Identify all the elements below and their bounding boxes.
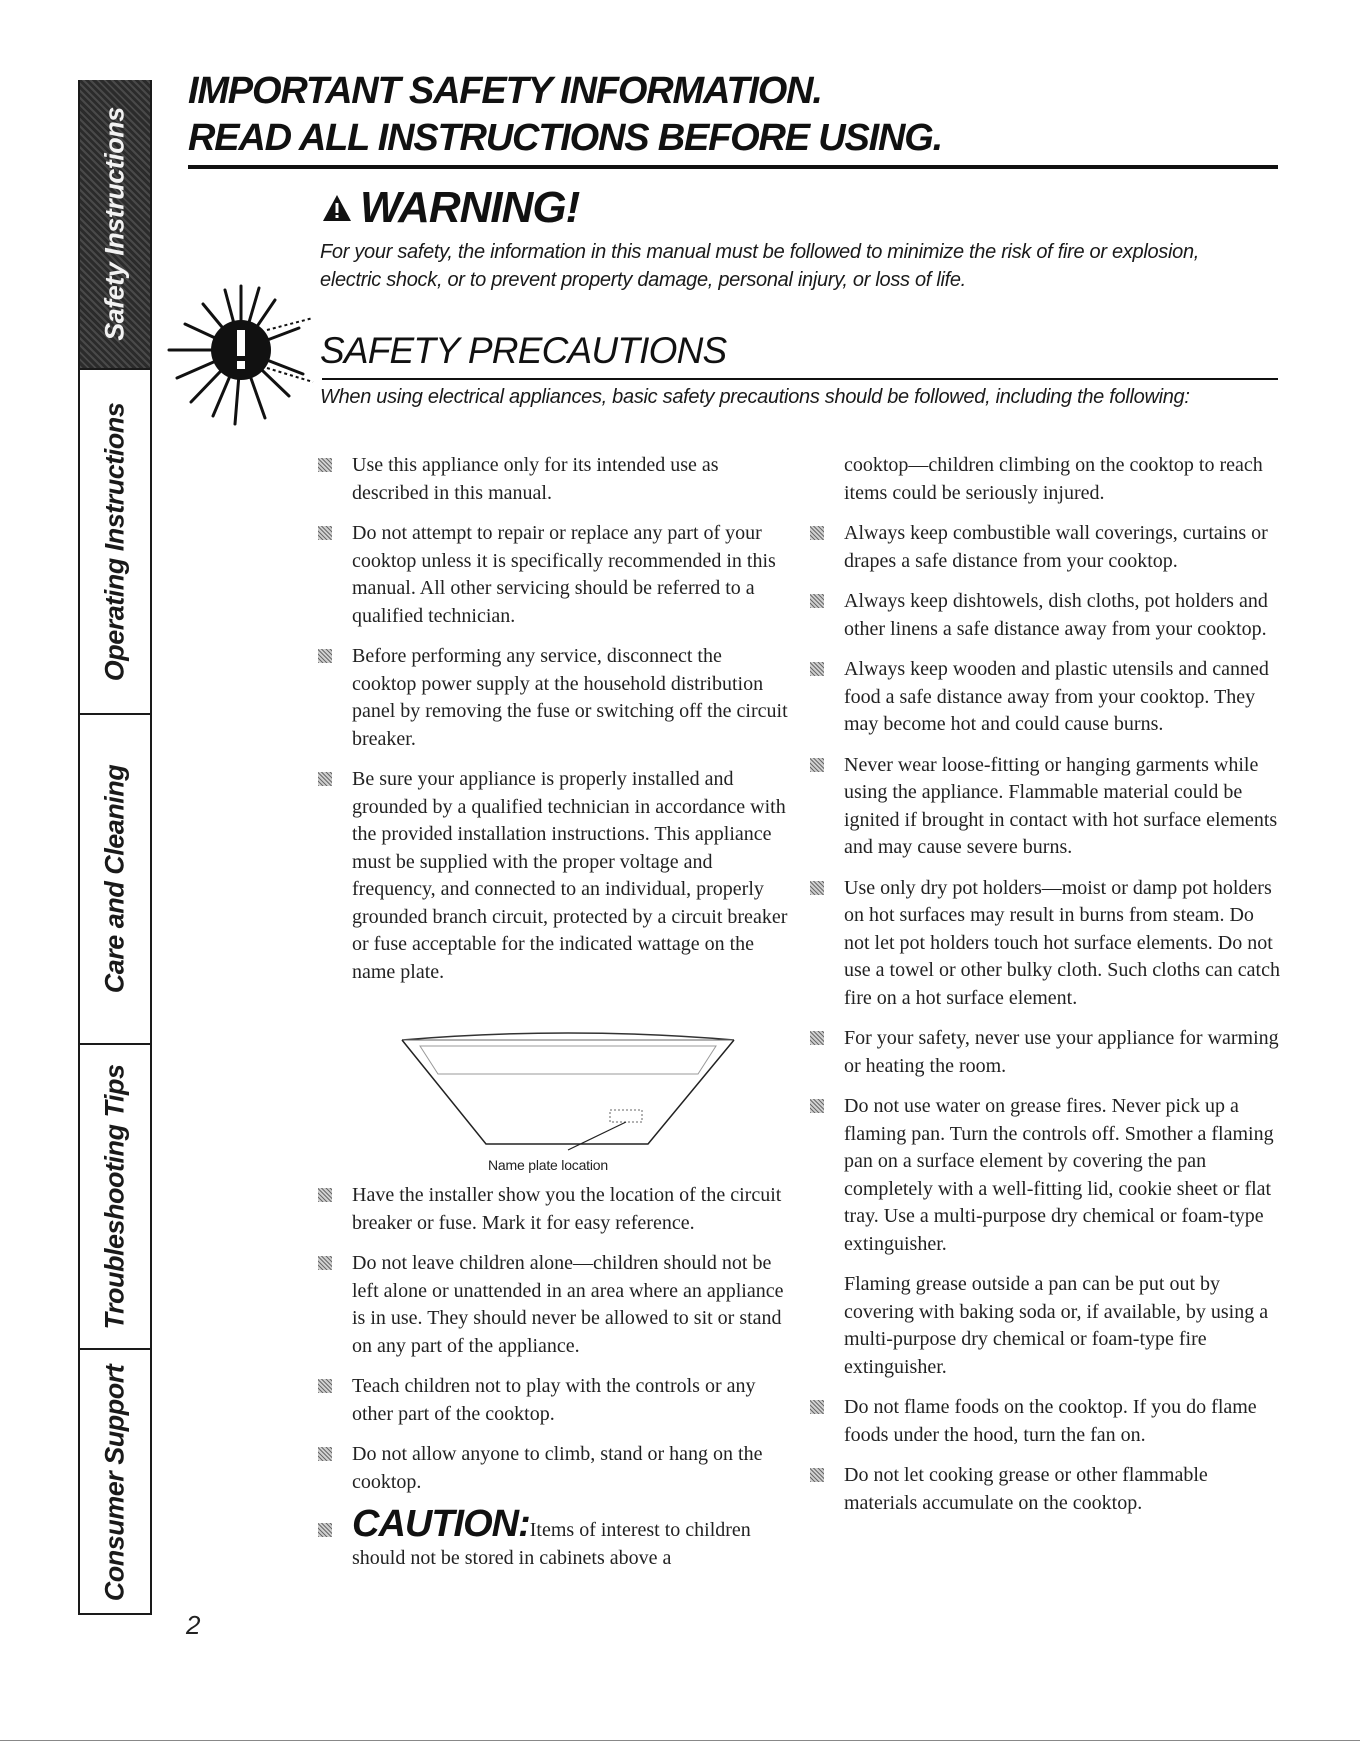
bullet-icon <box>318 526 332 540</box>
list-item-text: Teach children not to play with the controls or any other part of the cooktop. <box>352 1375 756 1425</box>
list-item <box>318 766 788 986</box>
warning-text: For your safety, the information in this manual must be followed to minimize the risk of fire or explosion, electric shock, or to prevent property damage, personal injury, or loss of life. <box>320 241 1200 291</box>
list-item <box>810 1271 1280 1381</box>
list-item <box>810 520 1280 575</box>
caution-label: CAUTION: <box>352 1503 530 1545</box>
list-item <box>318 452 788 507</box>
header-line-1: IMPORTANT SAFETY INFORMATION. <box>188 70 822 112</box>
bullet-icon <box>318 1256 332 1270</box>
safety-precautions-divider <box>322 378 1278 380</box>
list-item <box>810 1394 1280 1449</box>
caution-text: Items of interest to children should not be stored in cabinets above a <box>352 1519 751 1569</box>
side-tab-care-and-cleaning[interactable] <box>80 715 150 1045</box>
list-item-text: Be sure your appliance is properly installed and grounded by a qualified technician in accordance with the provided installation instructions. This appliance must be supplied with the proper voltage and frequency, and connected to an individual, properly grounded branch circuit, protected by a circuit breaker or fuse acceptable for the indicated wattage on the name plate. <box>352 768 788 983</box>
bullet-icon <box>810 1468 824 1482</box>
bullet-icon <box>810 1099 824 1113</box>
side-tab-consumer-support[interactable] <box>80 1350 150 1615</box>
side-tab-label: Operating Instructions <box>99 402 130 681</box>
list-item-text: Do not let cooking grease or other flammable materials accumulate on the cooktop. <box>844 1464 1208 1514</box>
list-item <box>810 656 1280 739</box>
side-tab-safety-instructions[interactable] <box>80 80 150 370</box>
list-item <box>810 752 1280 862</box>
list-item-text: Do not use water on grease fires. Never pick up a flaming pan. Turn the controls off. Smother a flaming pan on a surface element by covering the pan completely with a well-fitting lid, cookie sheet or flat tray. Use a multi-purpose dry chemical or foam-type extinguisher. <box>844 1095 1274 1255</box>
list-item-text: Have the installer show you the location of the circuit breaker or fuse. Mark it for easy reference. <box>352 1184 782 1234</box>
side-tab-label: Consumer Support <box>99 1364 130 1601</box>
safety-burst-icon <box>163 278 338 433</box>
bullet-icon <box>810 881 824 895</box>
side-tab-label: Troubleshooting Tips <box>99 1064 130 1329</box>
side-tab-operating-instructions[interactable] <box>80 370 150 715</box>
bullet-icon <box>810 594 824 608</box>
list-item-text: Always keep combustible wall coverings, curtains or drapes a safe distance from your cooktop. <box>844 522 1268 572</box>
warning-block <box>320 182 1260 294</box>
side-tab-nav <box>78 80 152 1615</box>
bullet-icon <box>318 1523 332 1537</box>
list-item-text: Flaming grease outside a pan can be put out by covering with baking soda or, if available, by using a multi-purpose dry chemical or foam-type fire extinguisher. <box>844 1273 1269 1378</box>
warning-heading <box>320 182 1260 234</box>
list-item-text: Always keep dishtowels, dish cloths, pot holders and other linens a safe distance away from your cooktop. <box>844 590 1268 640</box>
header-divider <box>188 165 1278 169</box>
list-item <box>810 588 1280 643</box>
list-item <box>318 1250 788 1360</box>
caution-content <box>352 1503 788 1572</box>
list-item-text: Use this appliance only for its intended use as described in this manual. <box>352 454 719 504</box>
side-tab-troubleshooting-tips[interactable] <box>80 1045 150 1350</box>
warning-title: WARNING! <box>360 183 580 232</box>
list-item-text: Use only dry pot holders—moist or damp pot holders on hot surfaces may result in burns from steam. Do not let pot holders touch hot surface elements. Do not use a towel or other bulky cloth. Such cloths can catch fire on a hot surface element. <box>844 876 1280 1009</box>
header-line-2: READ ALL INSTRUCTIONS BEFORE USING. <box>188 117 942 159</box>
figure-caption: Name plate location <box>488 1157 608 1173</box>
side-tab-label: Care and Cleaning <box>99 764 130 994</box>
page-bottom-edge <box>0 1740 1360 1741</box>
left-column <box>318 452 788 1585</box>
list-item <box>318 1182 788 1237</box>
list-item <box>318 1373 788 1428</box>
list-item-text: Do not attempt to repair or replace any part of your cooktop unless it is specifically recommended in this manual. All other servicing should be referred to a qualified technician. <box>352 522 776 627</box>
list-item-text: Always keep wooden and plastic utensils and canned food a safe distance away from your cooktop. They may become hot and could cause burns. <box>844 658 1269 735</box>
list-item <box>810 452 1280 507</box>
name-plate-figure <box>318 1022 788 1172</box>
list-item <box>318 1441 788 1496</box>
list-item-text: Do not allow anyone to climb, stand or hang on the cooktop. <box>352 1443 763 1493</box>
list-item-text: Never wear loose-fitting or hanging garments while using the appliance. Flammable material could be ignited if brought in contact with hot surface elements and may cause severe burns. <box>844 753 1278 858</box>
safety-precautions-title: SAFETY PRECAUTIONS <box>320 330 727 371</box>
list-item-text: Do not flame foods on the cooktop. If you do flame foods under the hood, turn the fan on. <box>844 1396 1257 1446</box>
list-item <box>318 520 788 630</box>
cooktop-diagram <box>398 1022 738 1152</box>
bullet-icon <box>810 1031 824 1045</box>
list-item <box>810 875 1280 1013</box>
list-item <box>318 643 788 753</box>
list-item <box>810 1462 1280 1517</box>
page-number: 2 <box>186 1610 201 1640</box>
list-item-text: cooktop—children climbing on the cooktop to reach items could be seriously injured. <box>844 454 1263 504</box>
list-item <box>810 1025 1280 1080</box>
bullet-icon <box>318 1188 332 1202</box>
caution-item <box>318 1503 788 1572</box>
bullet-icon <box>318 649 332 663</box>
list-item-text: For your safety, never use your appliance for warming or heating the room. <box>844 1027 1279 1077</box>
bullet-icon <box>810 526 824 540</box>
bullet-icon <box>318 1379 332 1393</box>
warning-triangle-icon <box>322 194 352 222</box>
bullet-icon <box>810 662 824 676</box>
right-column <box>810 452 1280 1530</box>
bullet-icon <box>810 758 824 772</box>
page-title <box>188 68 1278 162</box>
bullet-icon <box>318 772 332 786</box>
list-item-text: Before performing any service, disconnect the cooktop power supply at the household distribution panel by removing the fuse or switching off the circuit breaker. <box>352 645 788 750</box>
bullet-icon <box>318 458 332 472</box>
safety-precautions-intro: When using electrical appliances, basic safety precautions should be followed, including the following: <box>320 386 1190 408</box>
bullet-icon <box>318 1447 332 1461</box>
list-item <box>810 1093 1280 1258</box>
side-tab-label: Safety Instructions <box>99 107 130 341</box>
bullet-icon <box>810 1400 824 1414</box>
list-item-text: Do not leave children alone—children should not be left alone or unattended in an area where an appliance is in use. They should never be allowed to sit or stand on any part of the appliance. <box>352 1252 784 1357</box>
